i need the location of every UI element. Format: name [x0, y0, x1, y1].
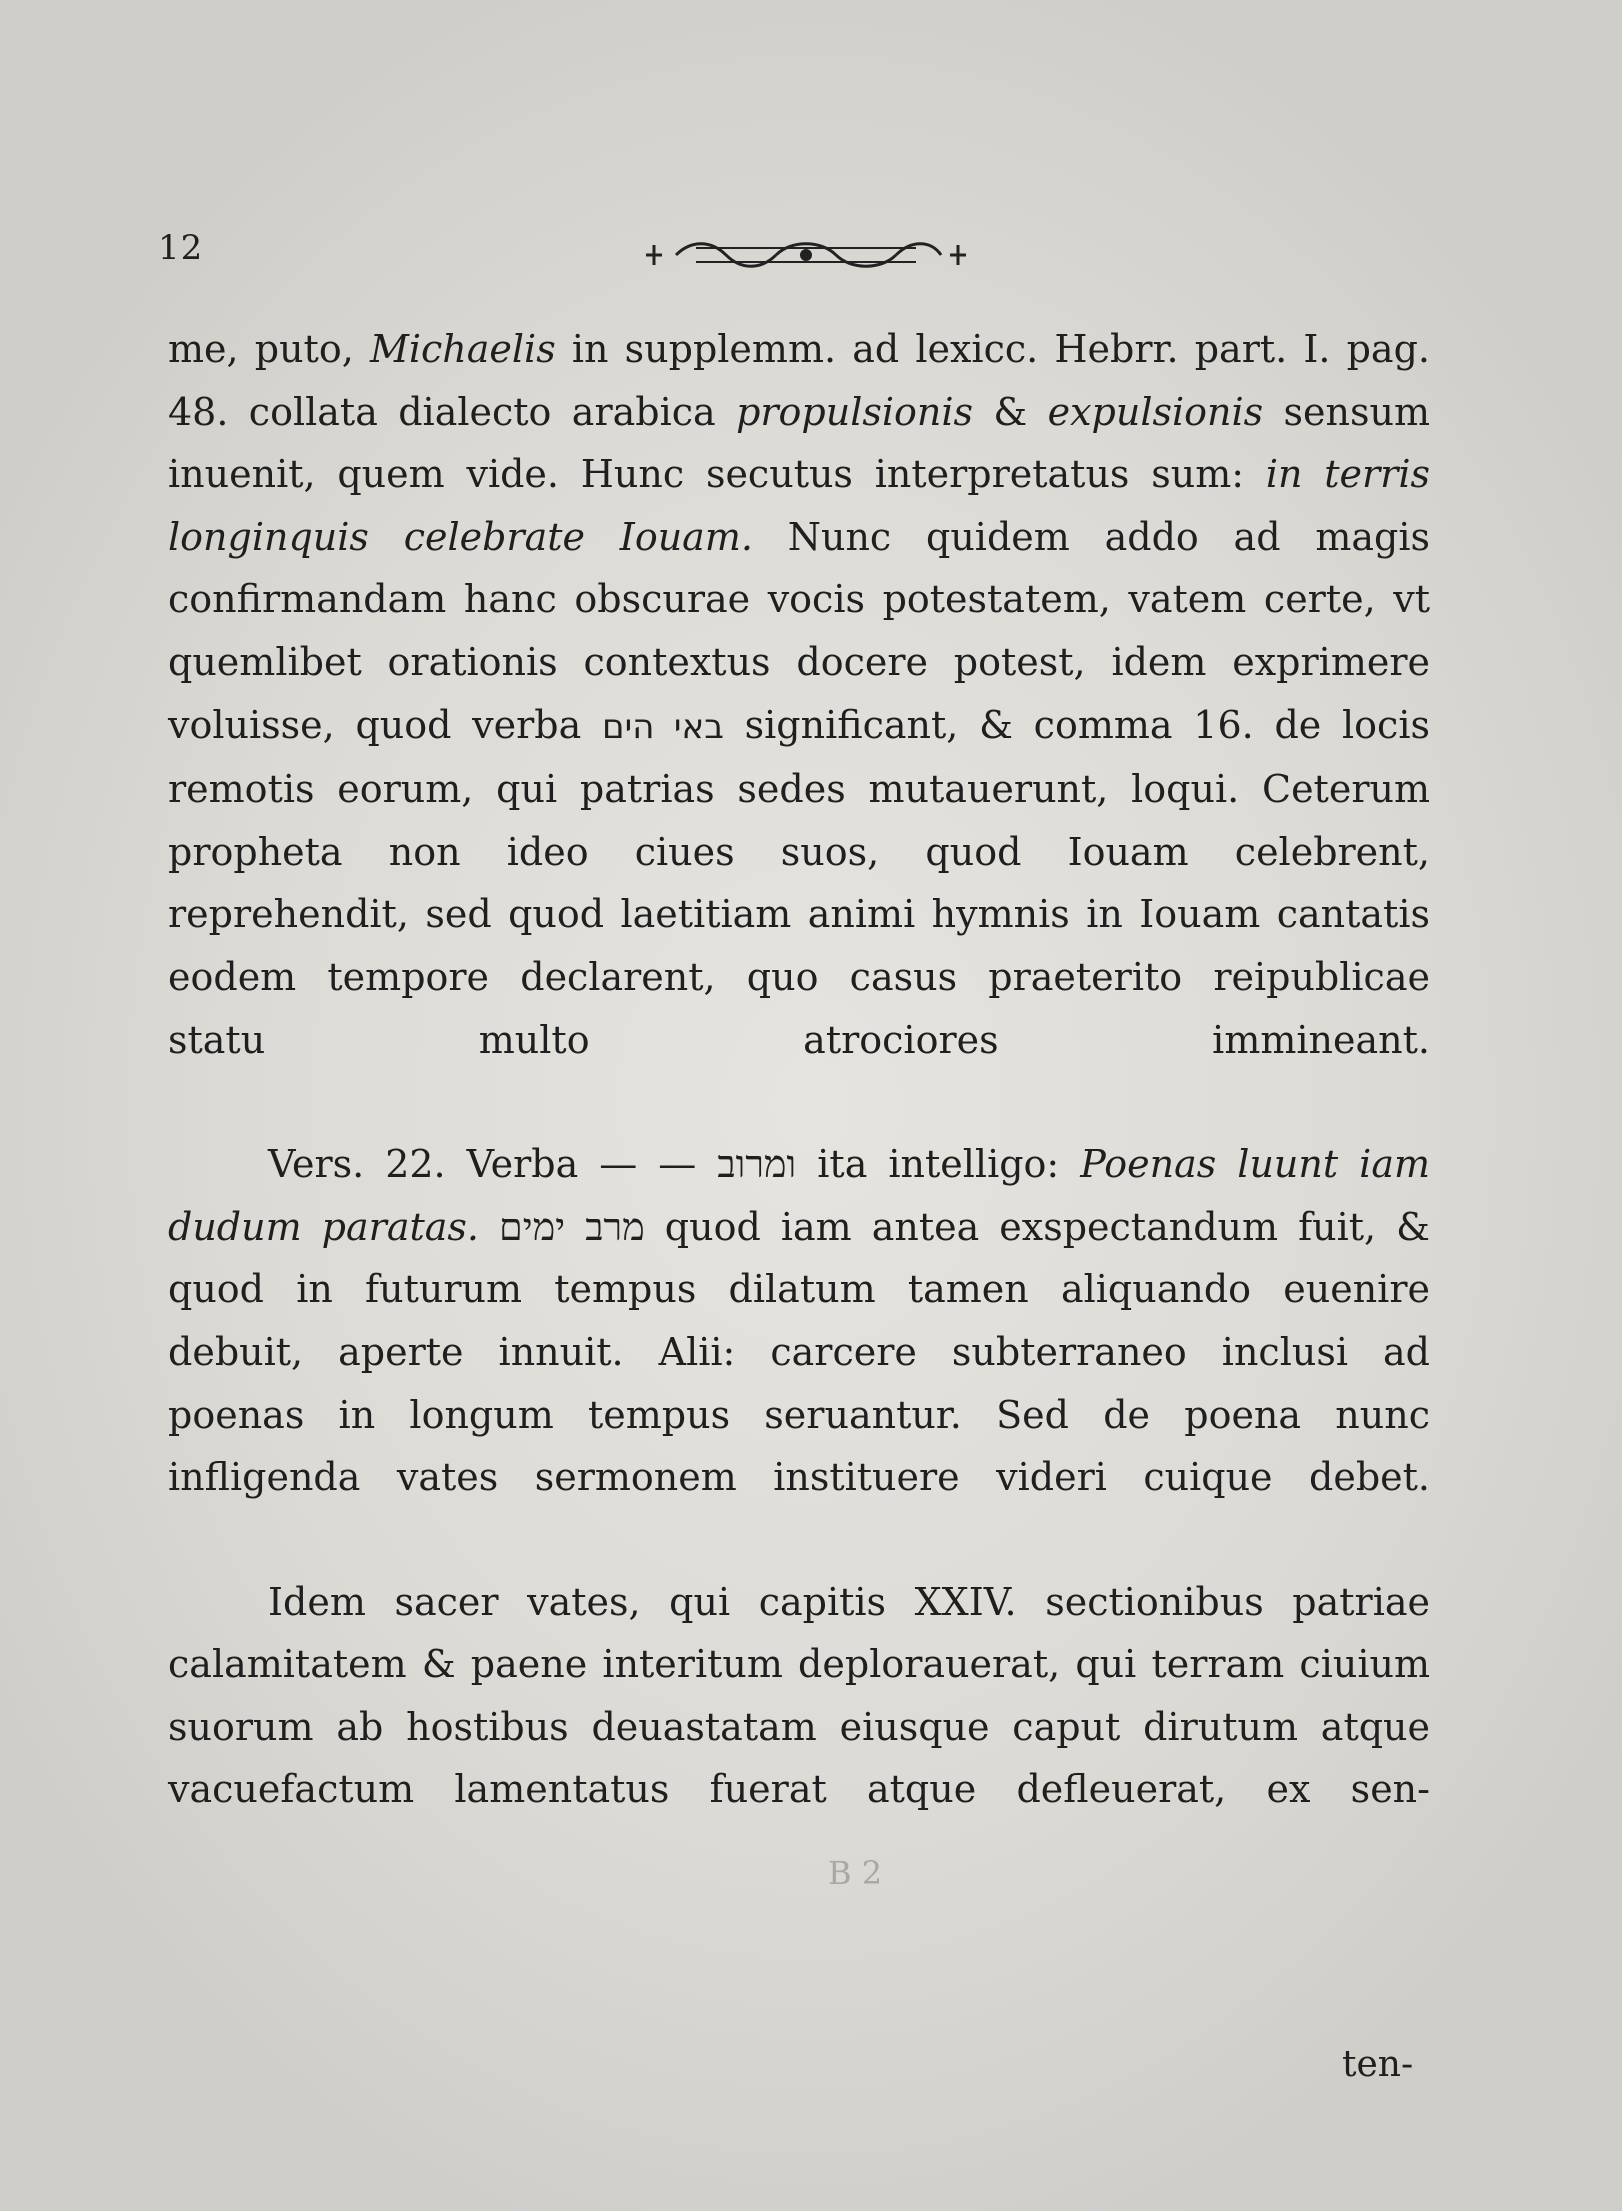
text-run: & — [973, 389, 1048, 434]
catchword: ten- — [1342, 2044, 1414, 2085]
text-run: Nunc quidem addo ad magis confirmandam hanc obscurae vocis potestatem, vatem certe, vt quemlibet orationis contextus docere potest, idem exprimere voluisse, quod verba — [168, 514, 1430, 747]
page-body — [168, 318, 1430, 1821]
signature-mark: B 2 — [828, 1854, 883, 1892]
paragraph-3 — [168, 1571, 1430, 1821]
italic-run: Poenas luunt iam dudum paratas. — [168, 1142, 1431, 1249]
italic-run: propulsionis — [736, 389, 974, 434]
text-run: significant, & comma 16. de locis remotis eorum, qui patrias sedes mutauerunt, loqui. Ceterum propheta non ideo ciues suos, quod Iouam celebrent, reprehendit, sed quod laetitiam animi hymnis in Iouam cantatis eodem tempore declarent, quo casus praeterito reipublicae statu multo atrociores immineant. — [168, 702, 1430, 1062]
page-number: 12 — [158, 228, 204, 268]
hebrew-run: באי הים — [602, 706, 724, 747]
page-header — [158, 228, 1444, 288]
text-run: in supplemm. ad lexicc. Hebrr. part. I. pag. 48. collata dialecto arabica — [168, 327, 1430, 434]
paragraph-2 — [168, 1133, 1430, 1509]
paragraph-1 — [168, 318, 1430, 1071]
text-run: מרב ימים quod iam antea exspectandum fuit, & quod in futurum tempus dilatum tamen aliquando euenire debuit, aperte innuit. Alii: carcere subterraneo inclusi ad poenas in longum tempus seruantur. Sed de poena nunc infligenda vates sermonem instituere videri cuique debet. — [168, 1204, 1430, 1500]
italic-run: expulsionis — [1047, 389, 1264, 434]
italic-run: Michaelis — [369, 327, 556, 371]
text-run: me, puto, — [168, 327, 370, 371]
text-run: sensum inuenit, quem vide. Hunc secutus interpretatus sum: — [168, 389, 1430, 497]
italic-run: in terris longinquis celebrate Iouam. — [168, 452, 1430, 559]
text-run: Vers. 22. Verba — — ומרוב ita intelligo: — [268, 1142, 1081, 1187]
text-run: Idem sacer vates, qui capitis XXIV. sectionibus patriae calamitatem & paene interitum deplorauerat, qui terram ciuium suorum ab hostibus deuastatam eiusque caput dirutum atque vacuefactum lamentatus fuerat atque defleuerat, ex sen- — [168, 1579, 1430, 1812]
ornament-icon — [636, 232, 976, 278]
